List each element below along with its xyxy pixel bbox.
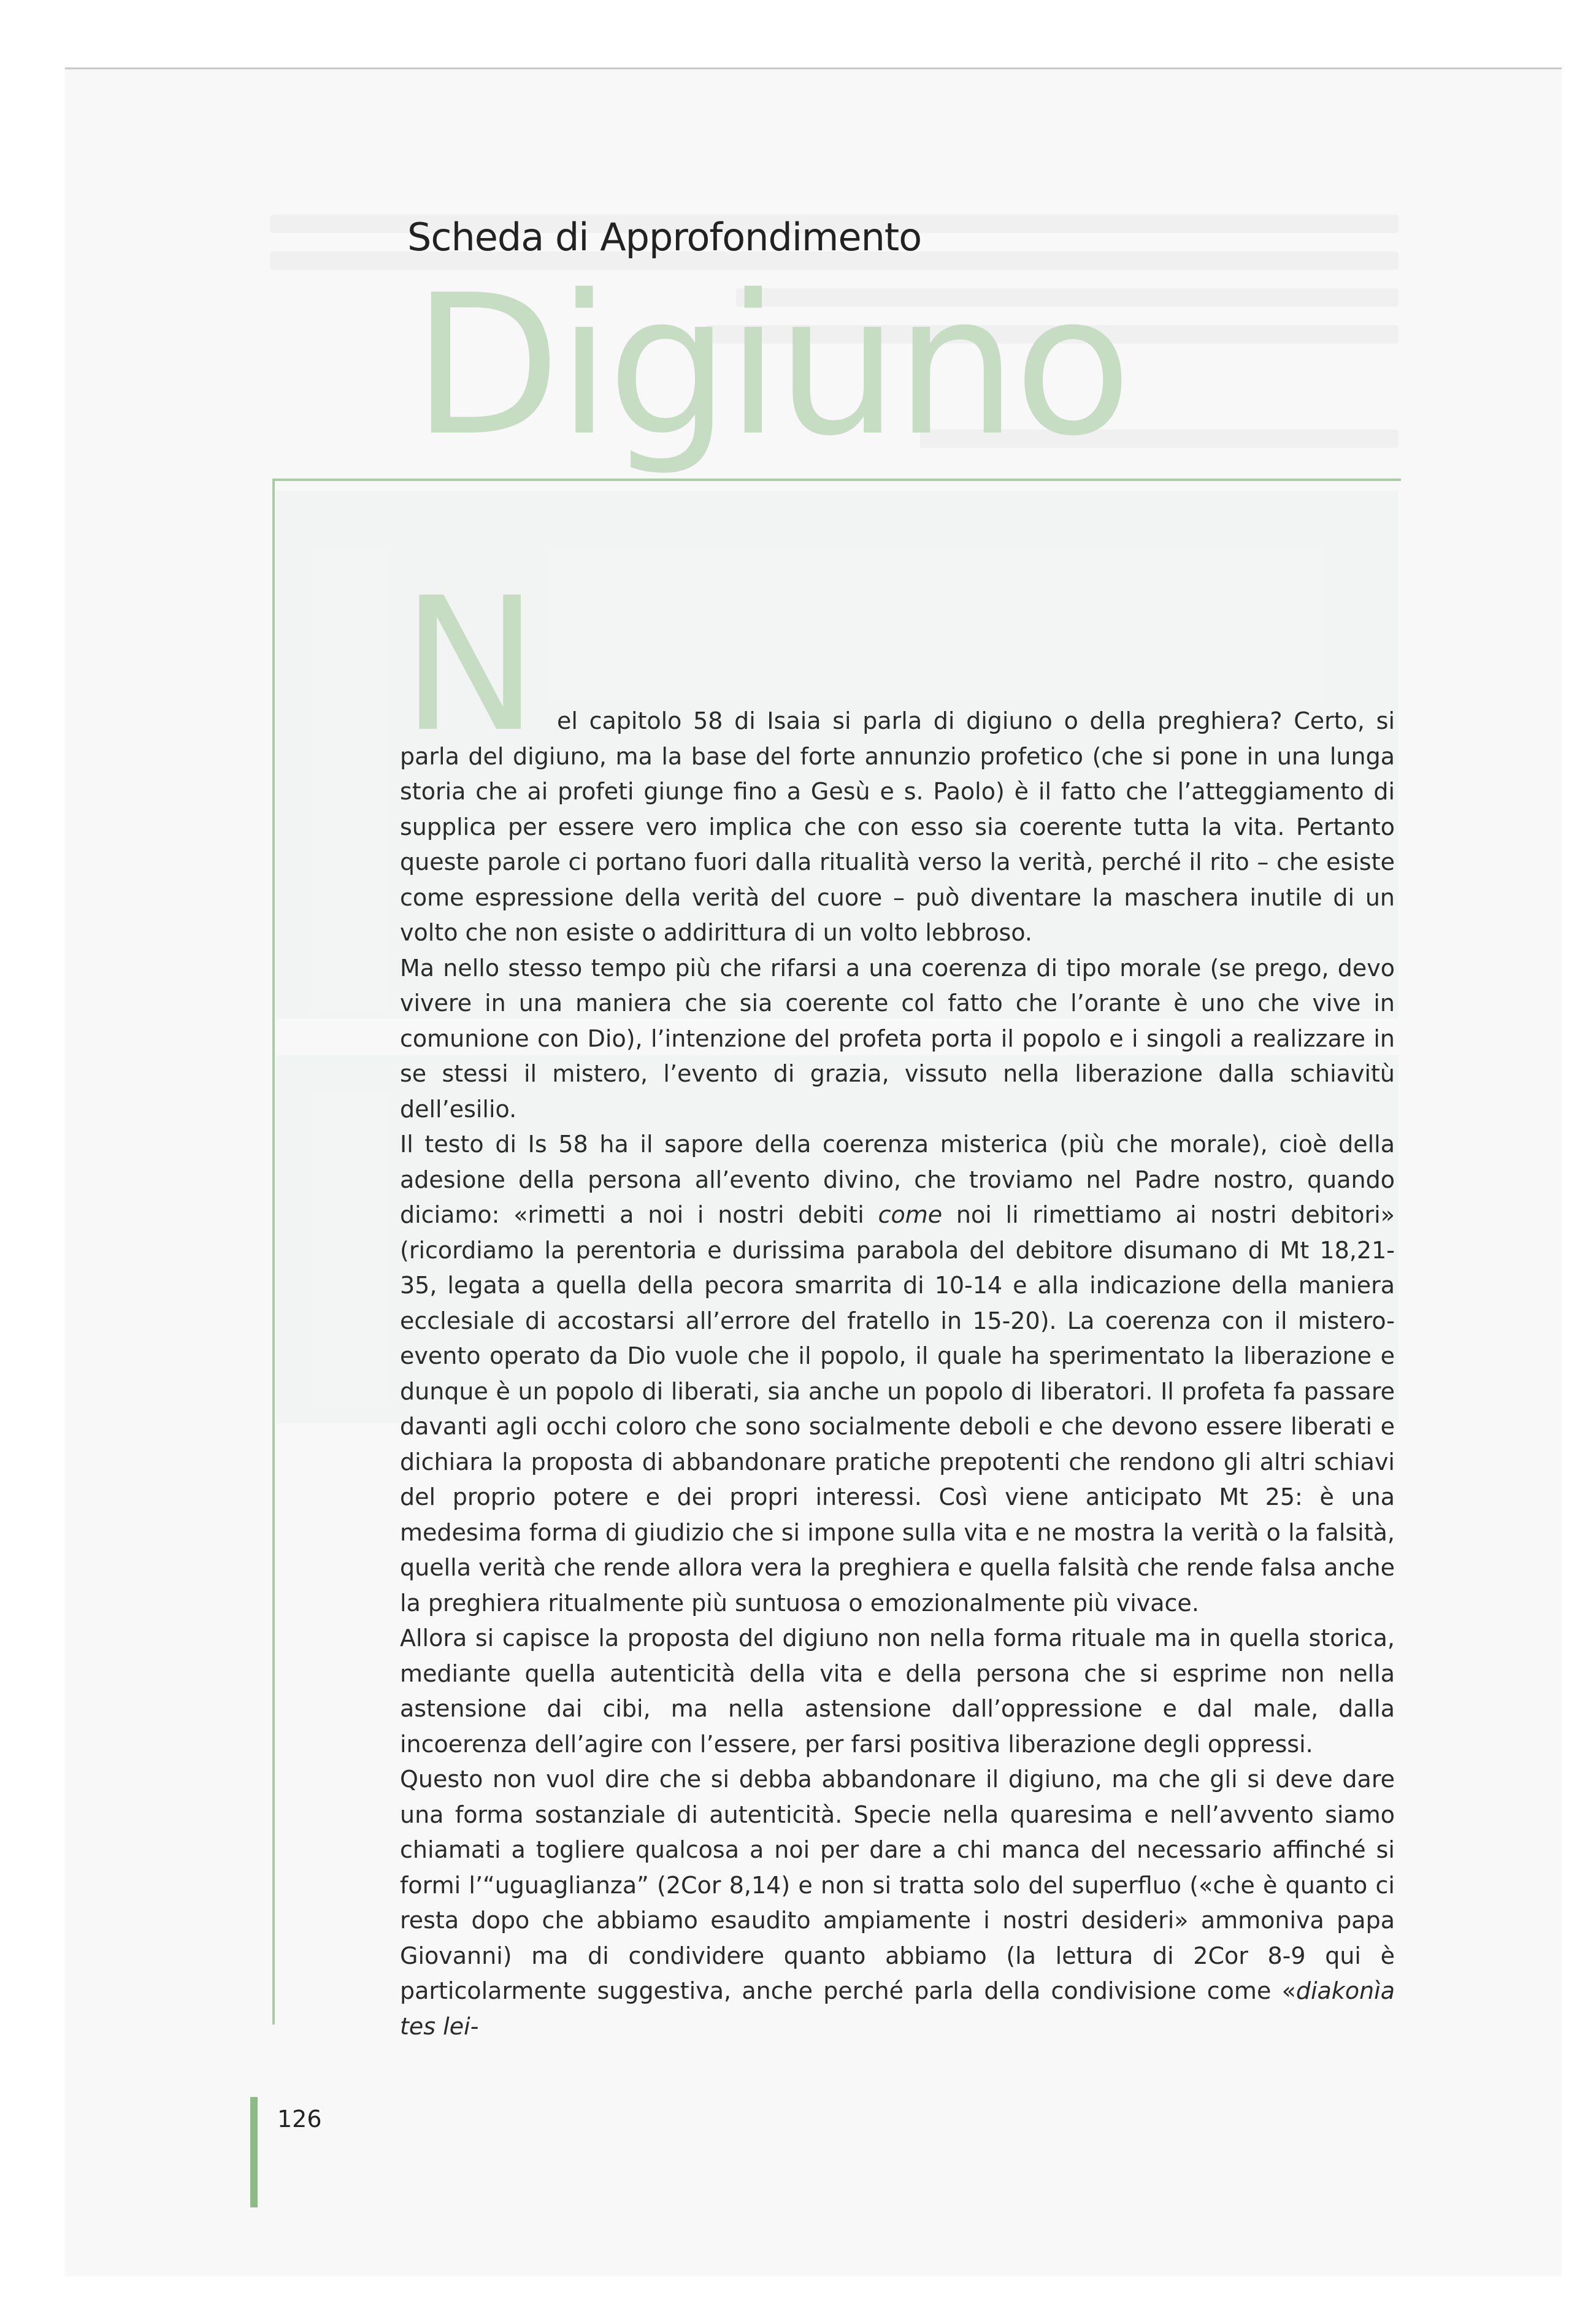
page-number: 126 [277,2106,322,2133]
paragraph: el capitolo 58 di Isaia si parla di digiuno o della preghiera? Certo, si parla del digiuno, ma la base del forte annunzio profetico (che si pone in una lunga storia che ai profeti giunge fino a Gesù e s. Paolo) è il fatto che l’atteggiamento di supplica per essere vero implica che con esso sia coerente tutta la vita. Pertanto queste parole ci portano fuori dalla ritualità verso la verità, perché il rito – che esiste come espressione della verità del cuore – può diventare la maschera inutile di un volto che non esiste o addirittura di un volto lebbroso. [400,707,1395,946]
frame-rule-left [272,479,275,2025]
article-body [400,704,1395,2044]
italic-run: come [878,1201,943,1228]
frame-rule-top [272,479,1401,481]
paragraph [400,1127,1395,1621]
paragraph: Ma nello stesso tempo più che rifarsi a una coerenza di tipo morale (se prego, devo vivere in una maniera che sia coerente col fatto che l’orante è uno che vive in comunione con Dio), l’intenzione del profeta porta il popolo e i singoli a realizzare in se stessi il mistero, l’evento di grazia, vissuto nella liberazione dalla schiavitù dell’esilio. [400,954,1395,1123]
page-edge-rule [65,67,1562,69]
section-kicker: Scheda di Approfondimento [407,215,922,260]
paragraph: Allora si capisce la proposta del digiuno non nella forma rituale ma in quella storica, mediante quella autenticità della vita e della persona che si esprime non nella astensione dai cibi, ma nella astensione dall’oppressione e dal male, dalla incoerenza dell’agire con l’essere, per farsi positiva liberazione degli oppressi. [400,1625,1395,1758]
text-run: Questo non vuol dire che si debba abbandonare il digiuno, ma che gli si deve dare una forma sostanziale di autenticità. Specie nella quaresima e nell’avvento siamo chiamati a togliere qualcosa a noi per dare a chi manca del necessario affinché si formi l’“uguaglianza” (2Cor 8,14) e non si tratta solo del superfluo («che è quanto ci resta dopo che abbiamo esaudito ampiamente i nostri desideri» ammoniva papa Giovanni) ma di condividere quanto abbiamo (la lettura di 2Cor 8-9 qui è particolarmente suggestiva, anche perché parla della condivisione come « [400,1766,1395,2004]
text-run: Il testo di Is 58 ha il sapore della coerenza misterica (più che morale), cioè della adesione della persona all’evento divino, che troviamo nel Padre nostro, quando diciamo: «rimetti a noi i nostri debiti [400,1131,1395,1228]
text-run: noi li rimettiamo ai nostri debitori» (ricordiamo la perentoria e durissima parabola del debitore disumano di Mt 18,21-35, legata a quella della pecora smarrita di 10-14 e alla indicazione della maniera ecclesiale di accostarsi all’errore del fratello in 15-20). La coerenza con il mistero-evento operato da Dio vuole che il popolo, il quale ha sperimentato la liberazione e dunque è un popolo di liberati, sia anche un popolo di liberatori. Il profeta fa passare davanti agli occhi coloro che sono socialmente deboli e che devono essere liberati e dichiara la proposta di abbandonare pratiche prepotenti che rendono gli altri schiavi del proprio potere e dei propri interessi. Così viene anticipato Mt 25: è una medesima forma di giudizio che si impone sulla vita e ne mostra la verità o la falsità, quella verità che rende allora vera la preghiera e quella falsità che rende falsa anche la preghiera ritualmente più suntuosa o emozionalmente più vivace. [400,1201,1395,1617]
drop-cap: N [401,558,539,772]
page-title: Digiuno [412,254,1129,479]
italic-run: diakonìa tes lei- [400,1977,1395,2040]
paragraph [400,1762,1395,2044]
folio-bar [250,2097,258,2207]
